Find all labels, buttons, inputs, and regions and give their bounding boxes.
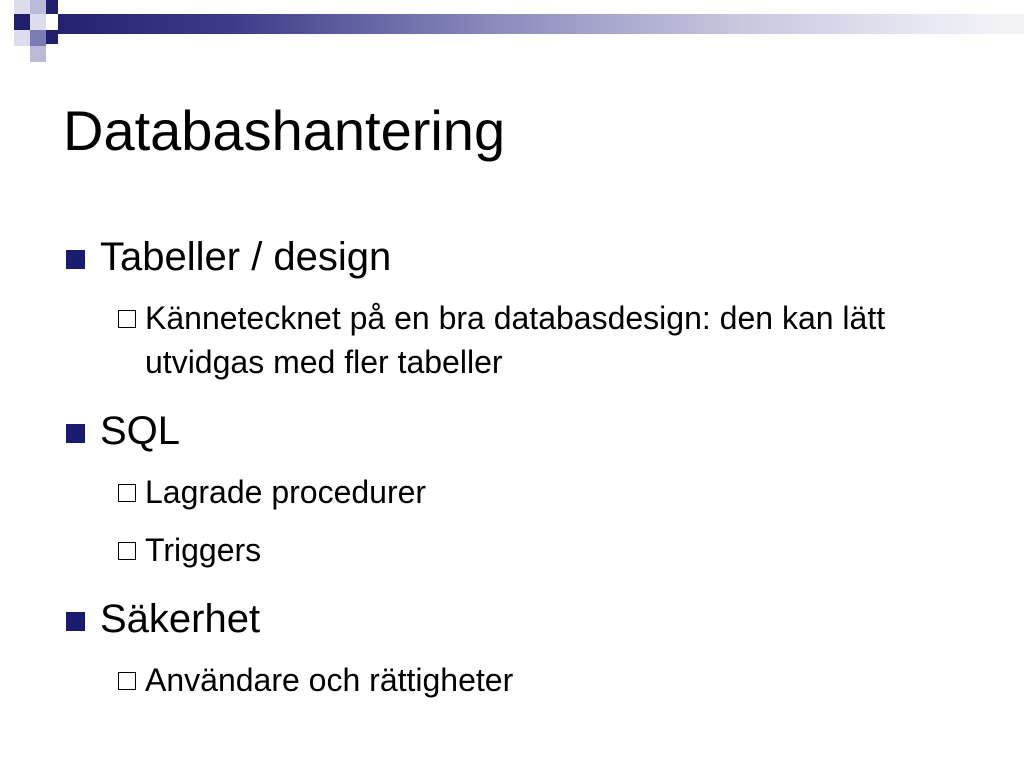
sub-bullet-item bbox=[62, 470, 962, 514]
header-square bbox=[14, 14, 30, 30]
header-square bbox=[30, 14, 46, 30]
hollow-square-bullet-icon bbox=[118, 310, 136, 328]
square-bullet-icon bbox=[66, 424, 85, 443]
bullet-label: SQL bbox=[100, 409, 181, 453]
sub-bullet-item bbox=[62, 658, 962, 702]
square-bullet-icon bbox=[66, 612, 85, 631]
sub-bullet-label: Triggers bbox=[145, 532, 262, 568]
hollow-square-bullet-icon bbox=[118, 484, 136, 502]
sub-bullet-label: Kännetecknet på en bra databasdesign: den kan lätt utvidgas med fler tabeller bbox=[145, 300, 886, 380]
header-square bbox=[46, 0, 58, 14]
sub-bullet-label: Lagrade procedurer bbox=[145, 474, 427, 510]
sub-bullet-item bbox=[62, 528, 962, 572]
header-square bbox=[30, 30, 46, 46]
header-square bbox=[46, 30, 58, 44]
bullet-label: Tabeller / design bbox=[100, 235, 392, 279]
bullet-item-sql bbox=[62, 406, 962, 456]
header-decoration bbox=[0, 0, 1024, 62]
bullet-list bbox=[62, 232, 962, 702]
sub-bullet-label: Användare och rättigheter bbox=[145, 662, 514, 698]
header-square bbox=[30, 0, 46, 14]
bullet-item-tabeller bbox=[62, 232, 962, 282]
square-bullet-icon bbox=[66, 250, 85, 269]
header-square bbox=[30, 46, 46, 62]
bullet-item-sakerhet bbox=[62, 594, 962, 644]
header-square bbox=[14, 0, 30, 14]
hollow-square-bullet-icon bbox=[118, 672, 136, 690]
bullet-label: Säkerhet bbox=[100, 597, 261, 641]
header-gradient-bar bbox=[58, 14, 1024, 34]
slide-title: Databashantering bbox=[63, 99, 506, 162]
hollow-square-bullet-icon bbox=[118, 542, 136, 560]
header-square bbox=[14, 30, 30, 46]
sub-bullet-item bbox=[62, 296, 962, 384]
